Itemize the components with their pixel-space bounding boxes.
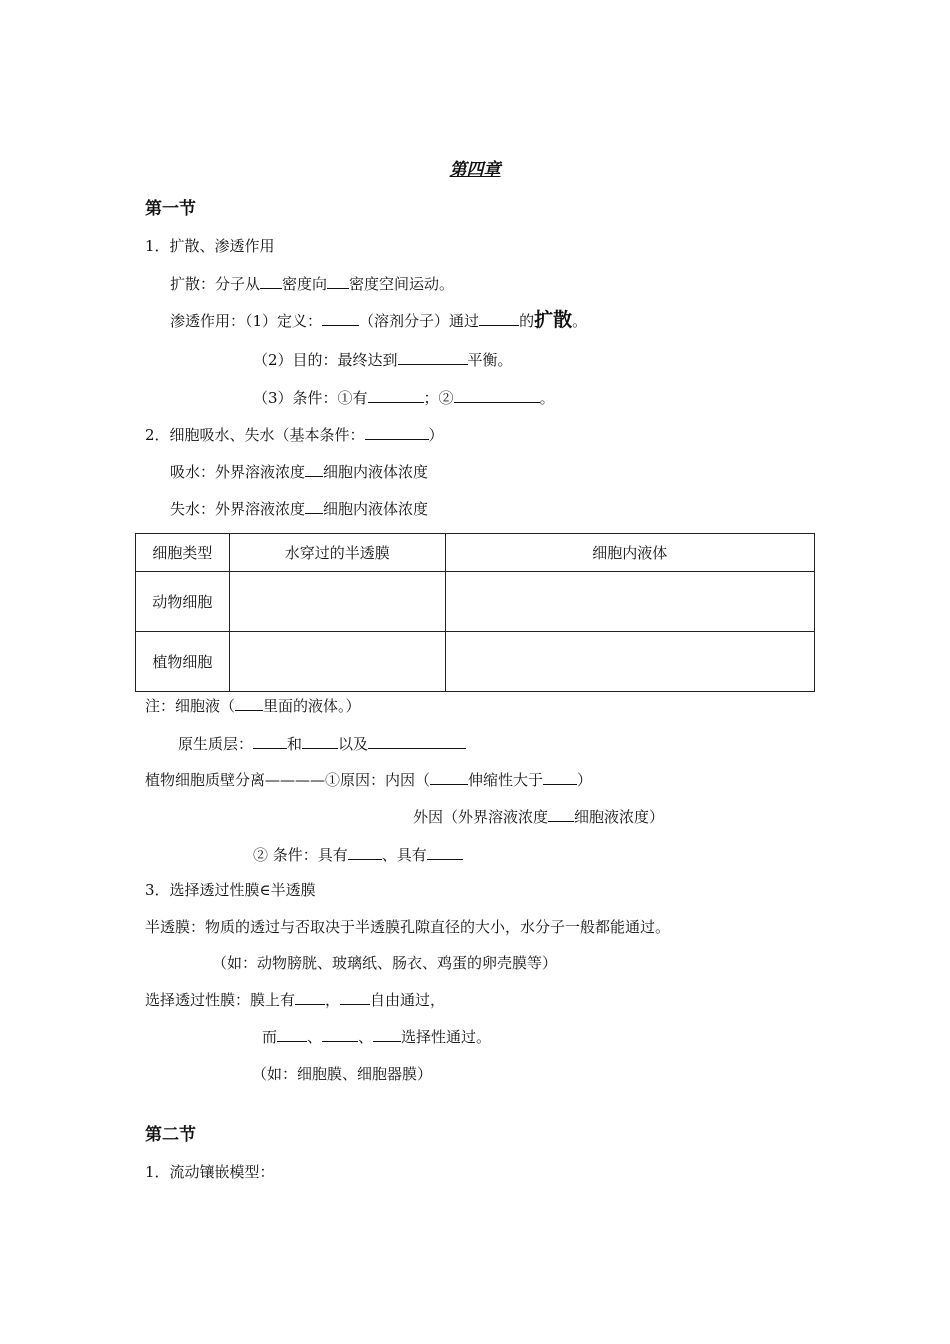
absorb-line: 吸水：外界溶液浓度 细胞内液体浓度 xyxy=(170,463,429,481)
table-cell-membrane[interactable] xyxy=(229,572,445,632)
blank xyxy=(260,273,282,289)
osmosis-condition-line: （3）条件：①有 ；② 。 xyxy=(253,389,555,407)
selective-line: 选择透过性膜：膜上有 ， 自由通过， xyxy=(145,991,446,1009)
item2-label: 2．细胞吸水、失水（基本条件： ） xyxy=(145,426,444,444)
semipermeable-line: 半透膜：物质的透过与否取决于半透膜孔隙直径的大小，水分子一般都能通过。 xyxy=(145,918,671,936)
section2-heading: 第二节 xyxy=(145,1125,196,1145)
page-title: 第四章 xyxy=(449,160,501,180)
blank xyxy=(430,769,468,785)
blank xyxy=(305,461,323,477)
blank xyxy=(368,733,466,749)
osmosis-purpose-line: （2）目的：最终达到 平衡。 xyxy=(253,351,513,369)
blank xyxy=(322,310,359,326)
osmosis-definition-line: 渗透作用：（1）定义： （溶剂分子）通过 的扩散。 xyxy=(170,309,588,331)
plasmolysis-line: 植物细胞质壁分离————①原因：内因（ 伸缩性大于 ） xyxy=(145,771,593,789)
emphasis-text: 扩散 xyxy=(534,309,573,331)
blank xyxy=(398,349,468,365)
blank xyxy=(277,1026,307,1042)
blank xyxy=(302,733,338,749)
blank xyxy=(427,844,463,860)
blank xyxy=(327,273,349,289)
table-cell-fluid[interactable] xyxy=(445,572,814,632)
semipermeable-example: （如：动物膀胱、玻璃纸、肠衣、鸡蛋的卵壳膜等） xyxy=(212,954,558,972)
table-cell-membrane[interactable] xyxy=(229,632,445,692)
protoplast-line: 原生质层： 和 以及 xyxy=(178,733,466,754)
note-sap-line: 注：细胞液（ 里面的液体。） xyxy=(145,697,361,715)
table-header-row xyxy=(136,534,815,572)
item3-label: 3．选择透过性膜∈半透膜 xyxy=(145,881,316,899)
selective-example: （如：细胞膜、细胞器膜） xyxy=(252,1065,433,1083)
table-row xyxy=(136,632,815,692)
item1-label: 1．扩散、渗透作用 xyxy=(145,237,275,255)
cell-comparison-table xyxy=(135,533,815,692)
blank xyxy=(253,733,287,749)
lose-line: 失水：外界溶液浓度 细胞内液体浓度 xyxy=(170,500,429,518)
blank xyxy=(305,498,323,514)
table-cell-type: 动物细胞 xyxy=(136,572,230,632)
table-header-cell: 细胞类型 xyxy=(136,534,230,572)
section1-heading: 第一节 xyxy=(145,199,196,219)
plasmolysis-conditions-line: ② 条件：具有 、具有 xyxy=(253,844,463,865)
table-header-cell: 细胞内液体 xyxy=(445,534,814,572)
blank xyxy=(235,695,263,711)
blank xyxy=(295,989,325,1005)
blank xyxy=(368,387,424,403)
table-cell-type: 植物细胞 xyxy=(136,632,230,692)
table-header-cell: 水穿过的半透膜 xyxy=(229,534,445,572)
blank xyxy=(340,989,370,1005)
table-cell-fluid[interactable] xyxy=(445,632,814,692)
blank xyxy=(454,387,540,403)
blank xyxy=(322,1026,358,1042)
blank xyxy=(548,806,574,822)
blank xyxy=(543,769,577,785)
external-cause-line: 外因（外界溶液浓度 细胞液浓度） xyxy=(413,808,665,826)
section2-item1-label: 1．流动镶嵌模型： xyxy=(145,1163,275,1181)
selective-line-2: 而 、 、 选择性通过。 xyxy=(262,1028,492,1046)
blank xyxy=(365,424,429,440)
diffusion-line: 扩散：分子从 密度向 密度空间运动。 xyxy=(170,275,455,293)
table-row xyxy=(136,572,815,632)
blank xyxy=(348,844,382,860)
blank xyxy=(479,310,519,326)
blank xyxy=(373,1026,401,1042)
